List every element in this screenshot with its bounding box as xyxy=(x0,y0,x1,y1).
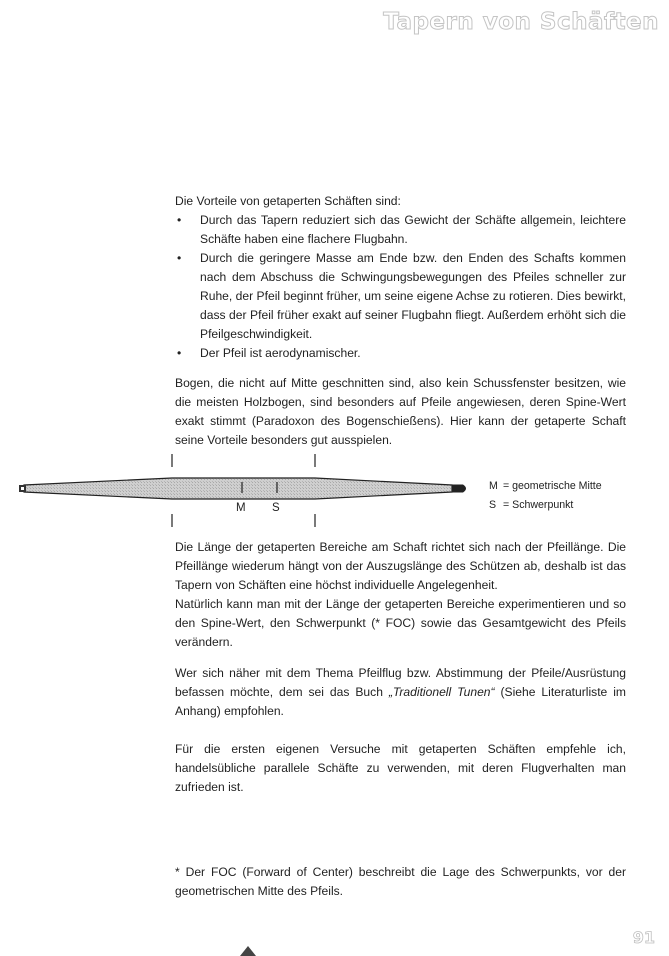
arrow-nock-slot xyxy=(21,487,24,490)
list-item xyxy=(175,211,626,249)
advantages-list xyxy=(175,211,626,363)
arrow-shaft xyxy=(24,478,452,499)
bullet-icon: • xyxy=(177,251,182,265)
list-item xyxy=(175,344,626,363)
running-header-title: Tapern von Schäften xyxy=(383,9,659,35)
legend-entry xyxy=(489,496,602,515)
arrow-point xyxy=(452,485,466,493)
footnote xyxy=(175,863,626,901)
paragraph-recommendation xyxy=(175,740,626,797)
bullet-icon: • xyxy=(177,213,182,227)
paragraph-text: Die Länge der getaperten Bereiche am Schaft richtet sich nach der Pfeillänge. Die Pfeillänge wiederum hängt von der Auszugslänge des Schützen ab, deshalb ist das Tapern von Schäften eine höchst individuelle Angelegenheit. xyxy=(175,540,626,592)
legend-key: M xyxy=(489,480,498,492)
paragraph-literature xyxy=(175,664,626,721)
list-item-text: Durch die geringere Masse am Ende bzw. den Enden des Schafts kommen nach dem Abschuss die Schwingungsbewegungen des Pfeiles schneller zur Ruhe, der Pfeil beginnt früher, um seine eigene Achse zu rotieren. Dies bewirkt, dass der Pfeil früher exakt auf seiner Flugbahn fliegt. Außerdem erhöht sich die Pfeilgeschwindigkeit. xyxy=(200,251,626,341)
triangle-mark-icon xyxy=(240,946,256,956)
bullet-icon: • xyxy=(177,346,182,360)
paragraph-laenge xyxy=(175,538,626,652)
list-item-text: Der Pfeil ist aerodynamischer. xyxy=(200,346,361,360)
list-item xyxy=(175,249,626,344)
legend-key: S xyxy=(489,499,497,511)
advantages-section xyxy=(175,192,626,363)
paragraph-text xyxy=(175,664,626,721)
page-number: 91 xyxy=(632,928,655,947)
advantages-lead: Die Vorteile von getaperten Schäften sind: xyxy=(175,194,401,208)
paragraph-text: Für die ersten eigenen Versuche mit getaperten Schäften empfehle ich, handelsübliche parallele Schäfte zu verwenden, mit deren Flugverhalten man zufrieden ist. xyxy=(175,742,626,794)
legend-entry xyxy=(489,477,602,496)
footnote-text: * Der FOC (Forward of Center) beschreibt die Lage des Schwerpunkts, vor der geometrischen Mitte des Pfeils. xyxy=(175,865,626,898)
center-of-gravity-label: S xyxy=(272,502,280,514)
midpoint-label: M xyxy=(236,502,246,514)
book-title: „Traditionell Tunen“ xyxy=(388,685,495,699)
paragraph-bogen xyxy=(175,374,626,450)
text-run: (Siehe Literaturliste im Anhang) empfohlen. xyxy=(175,685,626,718)
text-run: Wer sich näher mit dem Thema Pfeilflug bzw. Abstimmung der Pfeile/Ausrüstung befassen möchte, dem sei das Buch xyxy=(175,666,626,699)
list-item-text: Durch das Tapern reduziert sich das Gewicht der Schäfte allgemein, leichtere Schäfte haben eine flachere Flugbahn. xyxy=(200,213,626,246)
paragraph-text: Bogen, die nicht auf Mitte geschnitten sind, also kein Schussfenster besitzen, wie die meisten Holzbogen, sind besonders auf Pfeile angewiesen, deren Spine-Wert exakt stimmt (Paradoxon des Bogenschießens). Hier kann der getaperte Schaft seine Vorteile besonders gut ausspielen. xyxy=(175,376,626,447)
legend-text: = geometrische Mitte xyxy=(503,480,602,492)
paragraph-text: Natürlich kann man mit der Länge der getaperten Bereiche experimentieren und so den Spine-Wert, den Schwerpunkt (* FOC) sowie das Gesamtgewicht des Pfeils verändern. xyxy=(175,597,626,649)
diagram-legend xyxy=(489,477,602,515)
legend-text: = Schwerpunkt xyxy=(503,499,574,511)
